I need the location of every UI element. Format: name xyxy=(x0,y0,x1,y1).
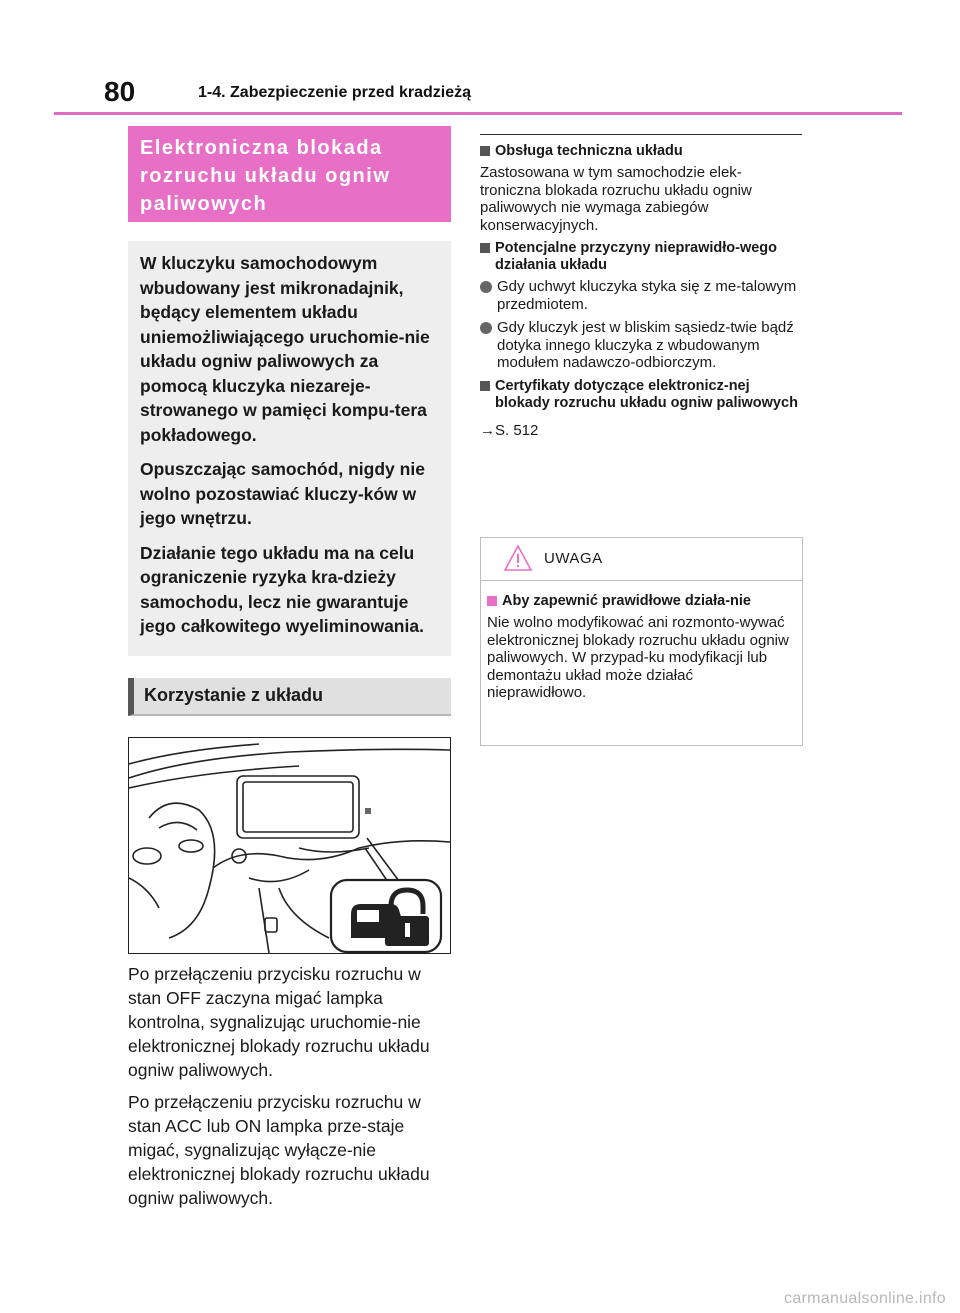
maintenance-heading xyxy=(480,143,802,160)
header-rule xyxy=(54,112,902,115)
warning-box xyxy=(480,537,803,746)
warning-heading-text: Aby zapewnić prawidłowe działa-nie xyxy=(502,593,751,609)
usage-text xyxy=(128,962,451,1218)
column-rule xyxy=(480,134,802,135)
right-column xyxy=(480,134,802,439)
malfunction-heading-text: Potencjalne przyczyny nieprawidło-wego działania układu xyxy=(495,240,778,273)
watermark: carmanualsonline.info xyxy=(784,1290,946,1307)
page-reference-link[interactable]: →S. 512 xyxy=(480,421,539,439)
maintenance-text: Zastosowana w tym samochodzie elek-troniczna blokada rozruchu układu ogniw paliwowych nie wymaga zabiegów konserwacyjnych. xyxy=(480,164,752,234)
intro-box xyxy=(128,241,451,656)
dashboard-illustration xyxy=(128,737,451,954)
malfunction-item-text: Gdy uchwyt kluczyka styka się z me-talowym przedmiotem. xyxy=(497,278,797,313)
warning-triangle-icon xyxy=(503,544,533,572)
round-bullet-icon xyxy=(480,322,492,334)
warning-title: UWAGA xyxy=(544,550,603,567)
malfunction-item xyxy=(480,319,802,372)
intro-paragraph: W kluczyku samochodowym wbudowany jest mikronadajnik, będący elementem układu uniemożliwiającego uruchomie-nie układu ogniw paliwowych za pomocą kluczyka niezareje-strowanego w pamięci kompu-tera pokładowego. xyxy=(140,253,430,445)
maintenance-heading-text: Obsługa techniczna układu xyxy=(495,143,683,159)
warning-text: Nie wolno modyfikować ani rozmonto-wywać elektronicznej blokady rozruchu układu ogniw paliwowych. W przypad-ku modyfikacji lub demontażu układ może działać nieprawidłowo. xyxy=(487,614,789,701)
usage-paragraph: Po przełączeniu przycisku rozruchu w stan OFF zaczyna migać lampka kontrolna, sygnalizując uruchomie-nie elektronicznej blokady rozruchu układu ogniw paliwowych. xyxy=(128,964,430,1080)
chapter-title: 1-4. Zabezpieczenie przed kradzieżą xyxy=(198,84,471,101)
page-number: 80 xyxy=(104,76,136,107)
cert-heading-text: Certyfikaty dotyczące elektronicz-nej blokady rozruchu układu ogniw paliwowych xyxy=(495,377,798,411)
cert-heading xyxy=(480,378,802,412)
warning-body xyxy=(481,581,802,702)
intro-paragraph: Opuszczając samochód, nigdy nie wolno pozostawiać kluczy-ków w jego wnętrzu. xyxy=(140,459,425,528)
section-title-immobilizer: Elektroniczna blokada rozruchu układu ogniw paliwowych xyxy=(128,126,451,222)
intro-paragraph: Działanie tego układu ma na celu ograniczenie ryzyka kra-dzieży samochodu, lecz nie gwarantuje jego całkowitego wyeliminowania. xyxy=(140,542,424,636)
usage-paragraph: Po przełączeniu przycisku rozruchu w stan ACC lub ON lampka prze-staje migać, sygnalizując wyłącze-nie elektronicznej blokady rozruchu układu ogniw paliwowych. xyxy=(128,1092,430,1208)
malfunction-item xyxy=(480,278,802,313)
square-bullet-icon xyxy=(480,146,490,156)
warning-heading xyxy=(487,593,794,610)
round-bullet-icon xyxy=(480,281,492,293)
malfunction-heading xyxy=(480,240,802,274)
square-bullet-icon xyxy=(480,243,490,253)
warning-header xyxy=(481,538,802,581)
malfunction-item-text: Gdy kluczyk jest w bliskim sąsiedz-twie bądź dotyka innego kluczyka z wbudowanym modułem nadawczo-odbiorczym. xyxy=(497,319,794,371)
section-heading-usage: Korzystanie z układu xyxy=(128,678,451,716)
square-bullet-icon xyxy=(480,381,490,391)
square-bullet-icon xyxy=(487,596,497,606)
dashboard-drawing xyxy=(129,738,450,953)
